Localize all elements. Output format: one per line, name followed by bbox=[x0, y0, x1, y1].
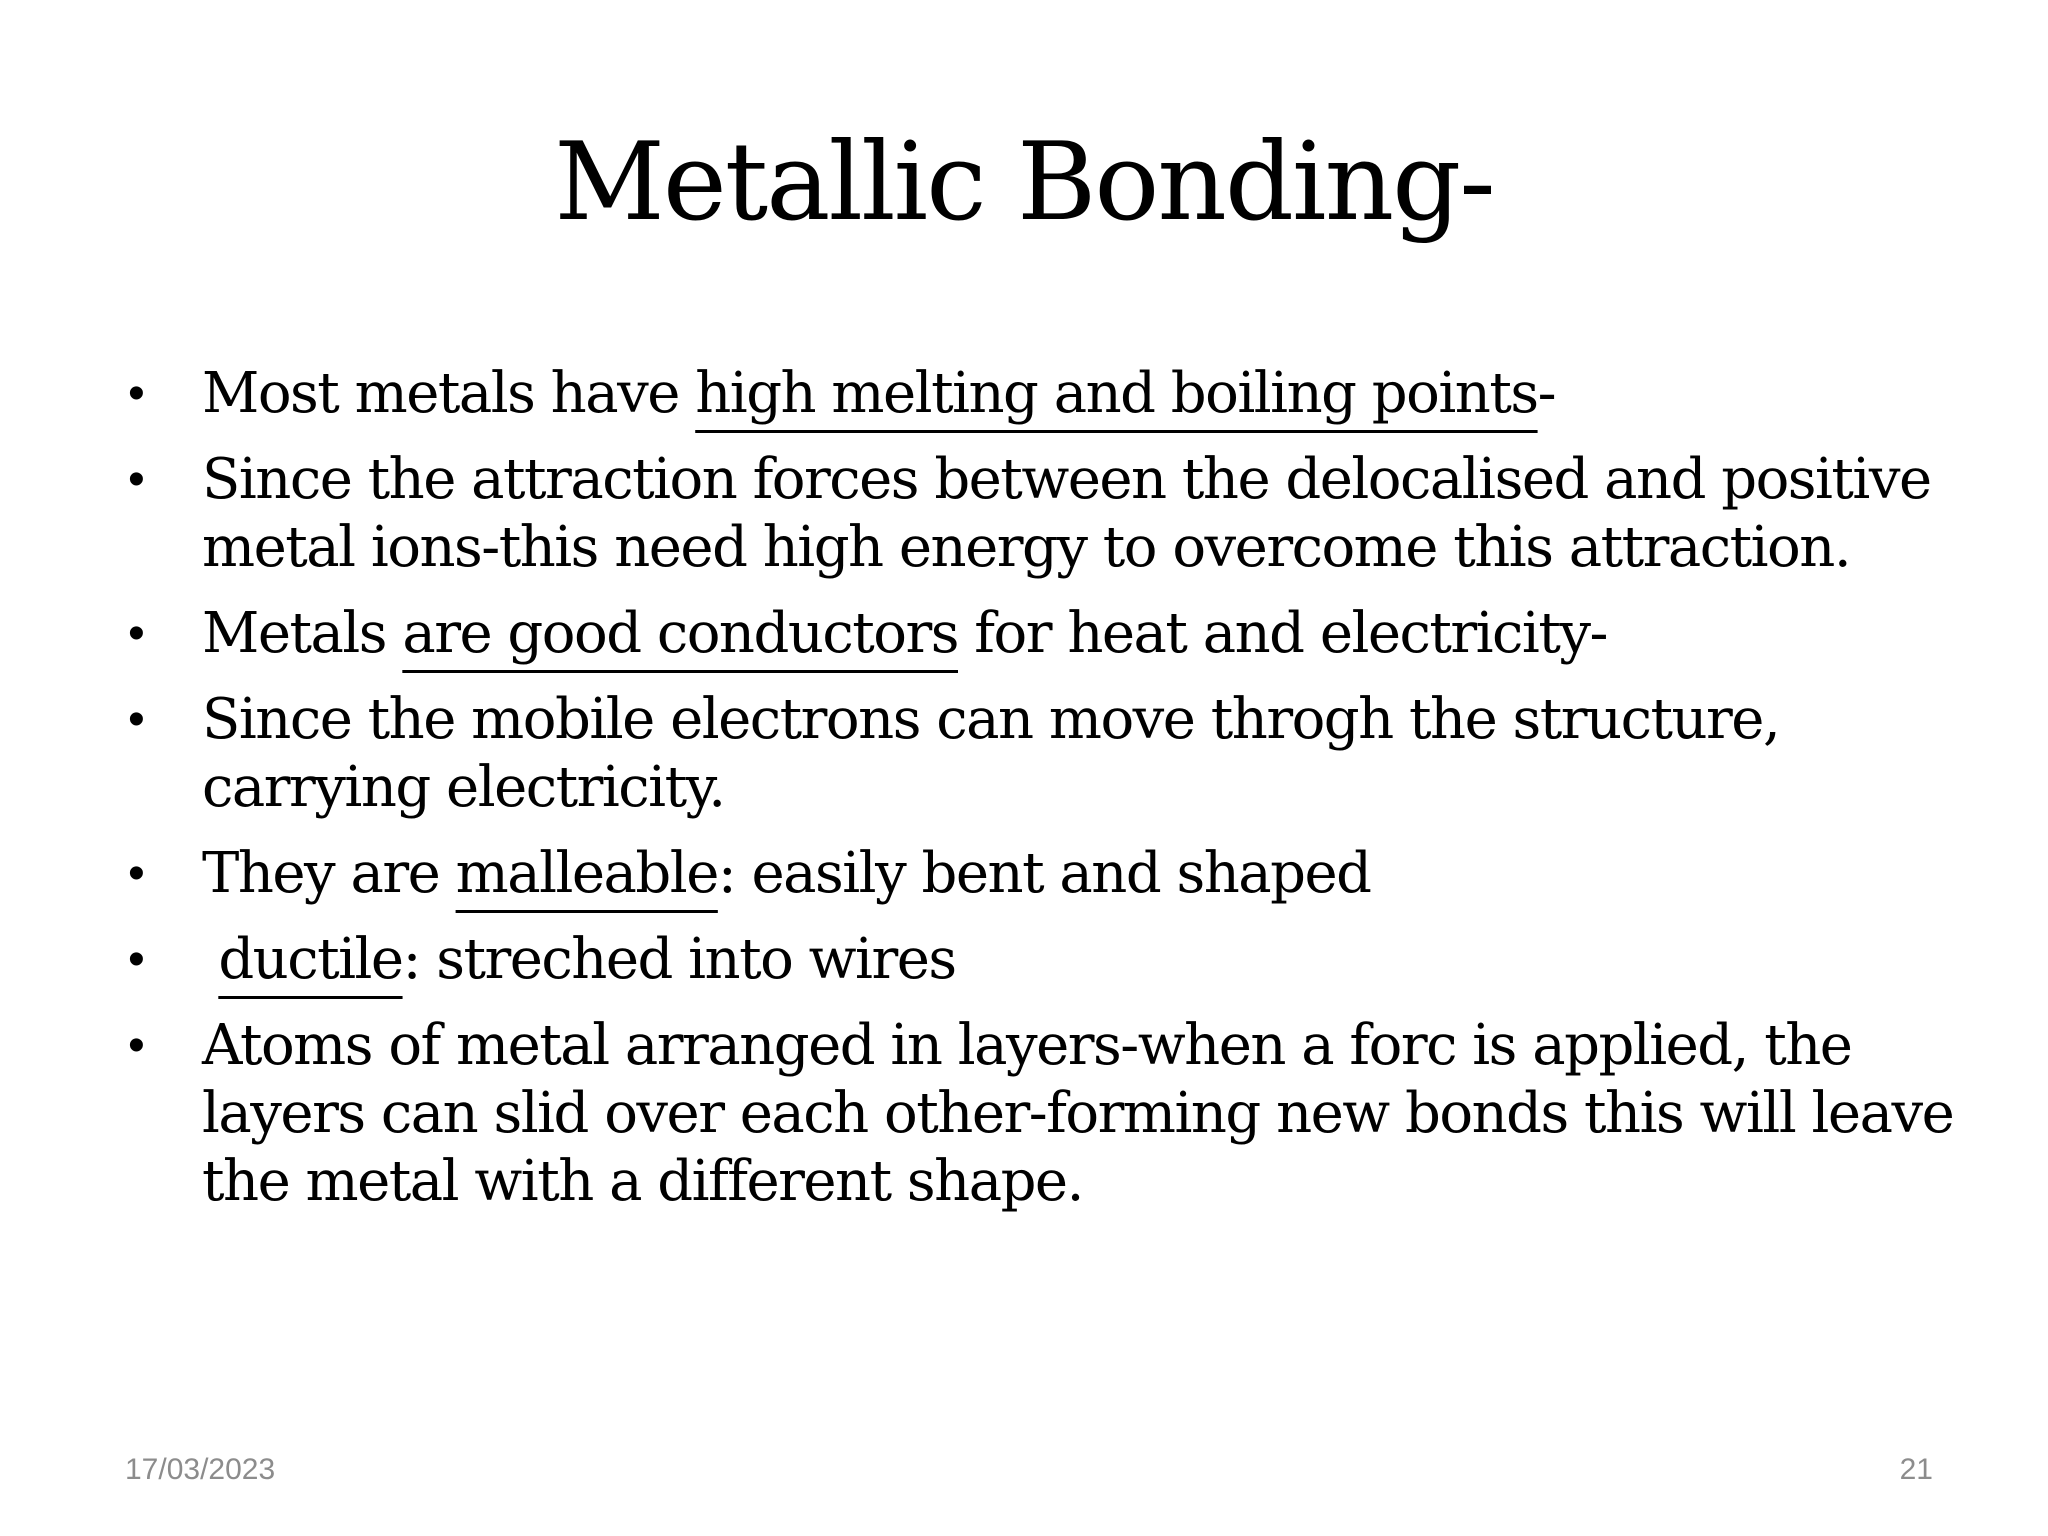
footer-page-number: 21 bbox=[1899, 1453, 1933, 1486]
bullet-list bbox=[110, 360, 1980, 1234]
bullet-icon: • bbox=[128, 1019, 144, 1072]
bullet-text-post: : streched into wires bbox=[402, 927, 956, 992]
bullet-icon: • bbox=[128, 933, 144, 986]
bullet-icon: • bbox=[128, 693, 144, 746]
bullet-text-pre: Metals bbox=[202, 601, 403, 666]
underlined-phrase: high melting and boiling points bbox=[695, 361, 1538, 426]
bullet-text-pre: They are bbox=[202, 841, 456, 906]
footer-date: 17/03/2023 bbox=[125, 1453, 276, 1486]
bullet-item-malleable bbox=[110, 840, 1980, 908]
bullet-icon: • bbox=[128, 453, 144, 506]
bullet-text-post: for heat and electricity- bbox=[958, 601, 1607, 666]
bullet-text: Atoms of metal arranged in layers-when a forc is applied, the layers can slid over each other-forming new bonds this will leave the metal with a different shape. bbox=[202, 1013, 1954, 1214]
bullet-text-pre: Most metals have bbox=[202, 361, 696, 426]
bullet-text: Since the mobile electrons can move throgh the structure, carrying electricity. bbox=[202, 687, 1780, 820]
bullet-item-atoms-layers bbox=[110, 1012, 1980, 1216]
bullet-item-mobile-electrons bbox=[110, 686, 1980, 822]
bullet-icon: • bbox=[128, 367, 144, 420]
bullet-text-post: : easily bent and shaped bbox=[717, 841, 1371, 906]
bullet-text-pre bbox=[202, 927, 218, 992]
underlined-phrase: are good conductors bbox=[402, 601, 958, 666]
bullet-text: Since the attraction forces between the delocalised and positive metal ions-this need high energy to overcome this attraction. bbox=[202, 447, 1931, 580]
bullet-item-good-conductors bbox=[110, 600, 1980, 668]
underlined-phrase: ductile bbox=[218, 927, 403, 992]
bullet-item-ductile bbox=[110, 926, 1980, 994]
bullet-icon: • bbox=[128, 847, 144, 900]
bullet-icon: • bbox=[128, 607, 144, 660]
underlined-phrase: malleable bbox=[455, 841, 718, 906]
bullet-text-post: - bbox=[1537, 361, 1556, 426]
slide-title: Metallic Bonding- bbox=[554, 120, 1494, 245]
bullet-item-high-melting bbox=[110, 360, 1980, 428]
bullet-item-attraction-forces bbox=[110, 446, 1980, 582]
